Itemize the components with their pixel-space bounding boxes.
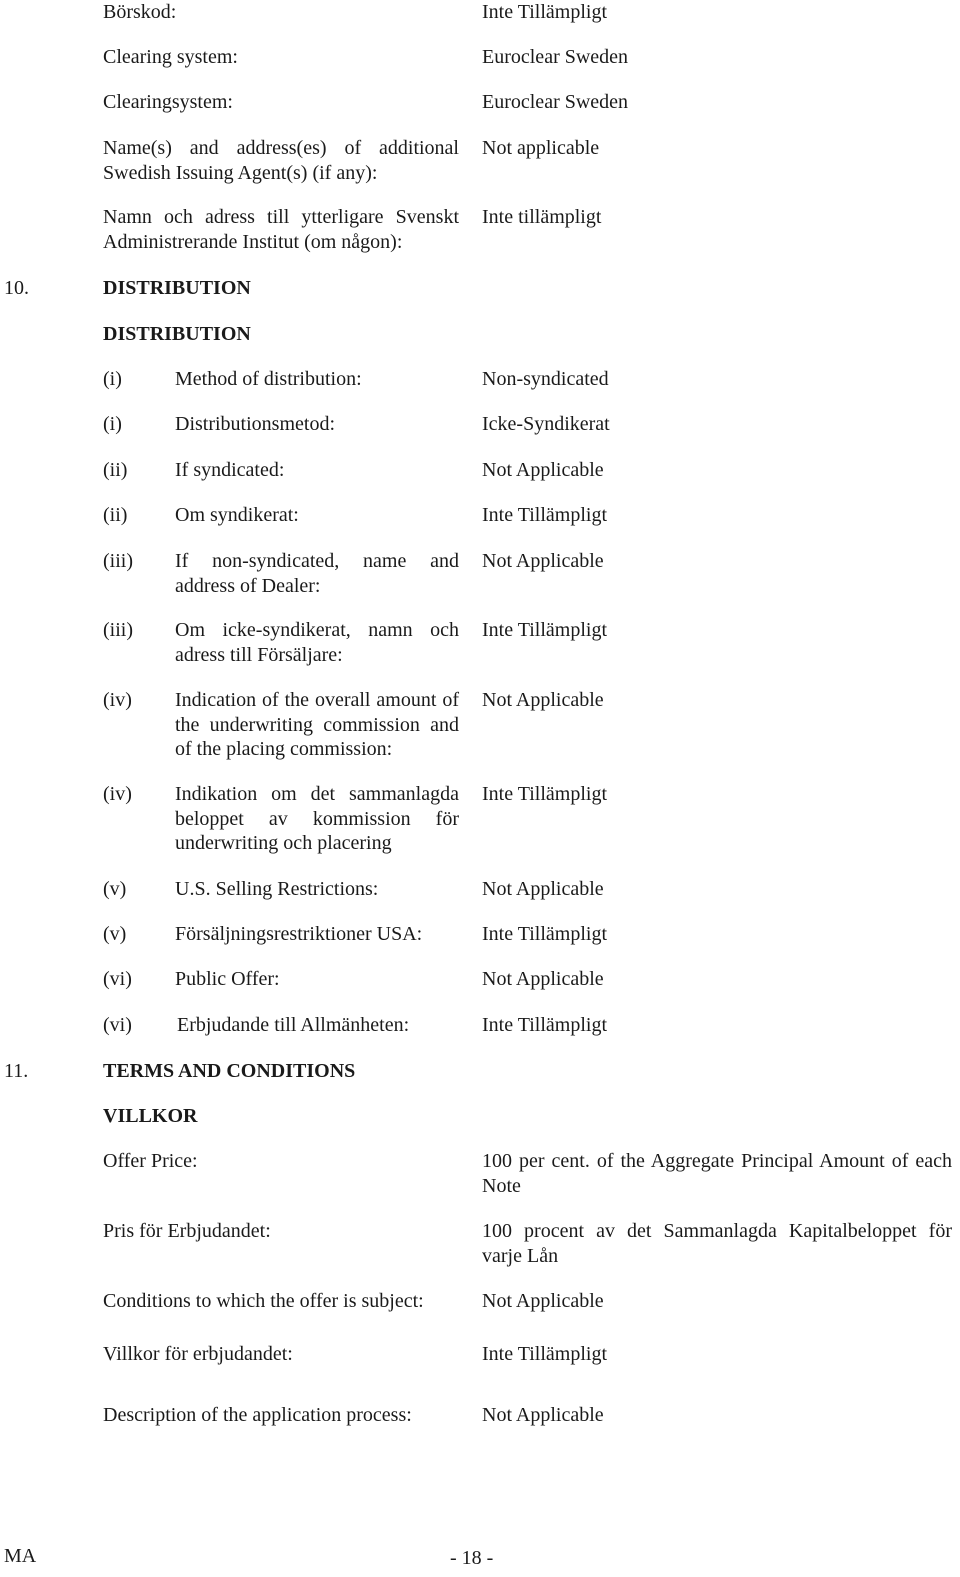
field-label: Description of the application process: xyxy=(103,1404,412,1426)
item-number: (iv) xyxy=(103,783,132,805)
field-label: Försäljningsrestriktioner USA: xyxy=(175,923,423,945)
field-label: If non-syndicated, name and address of Dealer: xyxy=(175,550,459,597)
field-value: Not Applicable xyxy=(482,1290,604,1312)
field-value: Not Applicable xyxy=(482,878,604,900)
field-label: Method of distribution: xyxy=(175,368,362,390)
field-label: Om icke-syndikerat, namn och adress till Försäljare: xyxy=(175,619,459,666)
item-number: (ii) xyxy=(103,459,128,481)
field-label: Indikation om det sammanlagda beloppet av kommission för underwriting och placering xyxy=(175,783,459,854)
item-number: (iii) xyxy=(103,550,133,572)
item-number: (i) xyxy=(103,368,122,390)
field-label: Distributionsmetod: xyxy=(175,413,335,435)
item-number: (iii) xyxy=(103,619,133,641)
field-value: Inte Tillämpligt xyxy=(482,1014,608,1036)
field-label: If syndicated: xyxy=(175,459,285,481)
field-value: Not Applicable xyxy=(482,968,604,990)
field-value: Inte tillämpligt xyxy=(482,206,602,228)
field-value: Inte Tillämpligt xyxy=(482,1,608,23)
section-subtitle: DISTRIBUTION xyxy=(103,323,251,345)
field-label: Offer Price: xyxy=(103,1150,198,1172)
field-label: Villkor för erbjudandet: xyxy=(103,1343,293,1365)
section-number: 10. xyxy=(4,277,29,299)
field-value: 100 per cent. of the Aggregate Principal Amount of each Note xyxy=(482,1150,952,1197)
field-value: Inte Tillämpligt xyxy=(482,923,608,945)
field-label: U.S. Selling Restrictions: xyxy=(175,878,379,900)
item-number: (v) xyxy=(103,878,127,900)
section-subtitle: VILLKOR xyxy=(103,1105,198,1127)
field-value: Not Applicable xyxy=(482,459,604,481)
field-label: Börskod: xyxy=(103,1,177,23)
section-title: DISTRIBUTION xyxy=(103,277,251,299)
field-value: Inte Tillämpligt xyxy=(482,504,608,526)
item-number: (iv) xyxy=(103,689,132,711)
field-value: Euroclear Sweden xyxy=(482,91,629,113)
field-value: Inte Tillämpligt xyxy=(482,619,608,641)
item-number: (vi) xyxy=(103,1014,132,1036)
page-number: - 18 - xyxy=(450,1547,494,1569)
field-value: Euroclear Sweden xyxy=(482,46,629,68)
field-label: Name(s) and address(es) of additional Swedish Issuing Agent(s) (if any): xyxy=(103,137,459,184)
field-value: 100 procent av det Sammanlagda Kapitalbeloppet för varje Lån xyxy=(482,1220,952,1267)
field-label: Erbjudande till Allmänheten: xyxy=(177,1014,410,1036)
field-value: Non-syndicated xyxy=(482,368,609,390)
field-value: Inte Tillämpligt xyxy=(482,783,608,805)
field-label: Om syndikerat: xyxy=(175,504,299,526)
field-label: Pris för Erbjudandet: xyxy=(103,1220,271,1242)
field-value: Not Applicable xyxy=(482,550,604,572)
field-value: Not applicable xyxy=(482,137,600,159)
section-number: 11. xyxy=(4,1060,29,1082)
field-value: Not Applicable xyxy=(482,689,604,711)
field-value: Inte Tillämpligt xyxy=(482,1343,608,1365)
item-number: (v) xyxy=(103,923,127,945)
field-value: Not Applicable xyxy=(482,1404,604,1426)
field-label: Indication of the overall amount of the underwriting commission and of the placing commission: xyxy=(175,689,459,760)
field-label: Conditions to which the offer is subject: xyxy=(103,1290,424,1312)
field-label: Clearing system: xyxy=(103,46,238,68)
field-label: Clearingsystem: xyxy=(103,91,233,113)
item-number: (ii) xyxy=(103,504,128,526)
field-label: Public Offer: xyxy=(175,968,280,990)
item-number: (i) xyxy=(103,413,122,435)
section-title: TERMS AND CONDITIONS xyxy=(103,1060,356,1082)
field-label: Namn och adress till ytterligare Svenskt Administrerande Institut (om någon): xyxy=(103,206,459,253)
footer-reference: MA xyxy=(4,1545,37,1567)
field-value: Icke-Syndikerat xyxy=(482,413,610,435)
item-number: (vi) xyxy=(103,968,132,990)
